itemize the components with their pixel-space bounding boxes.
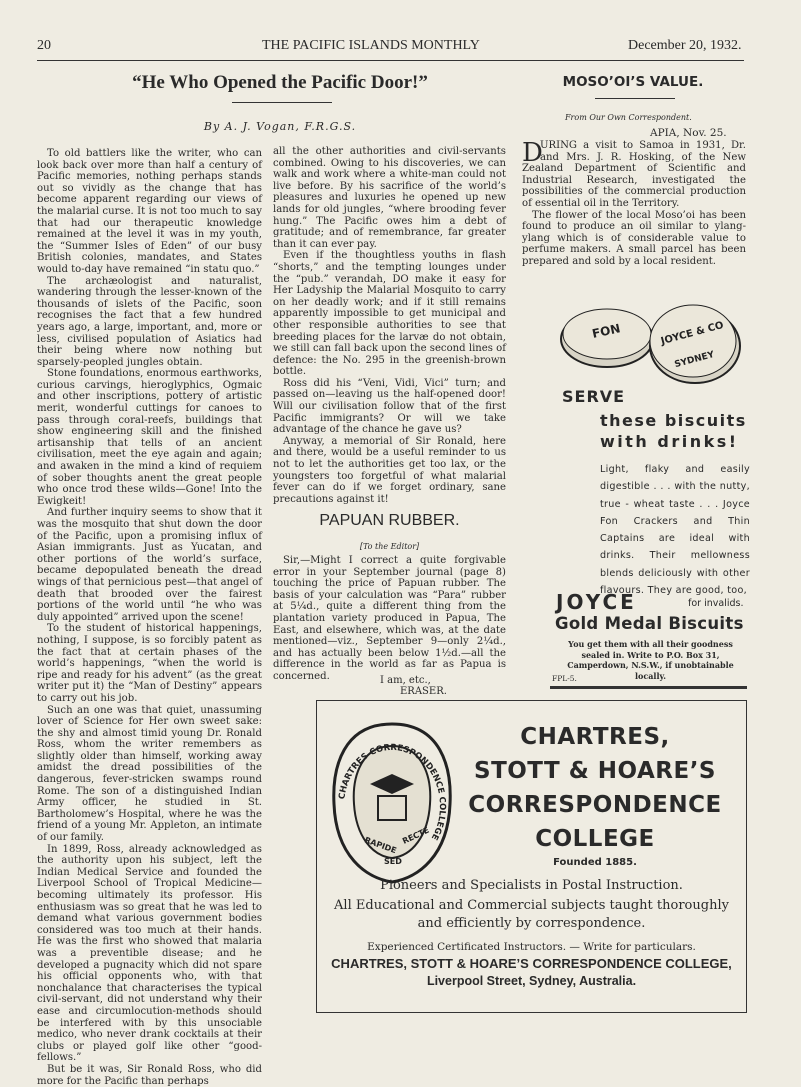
title-rule xyxy=(232,102,332,103)
college-name-line-3: CORRESPONDENCE xyxy=(468,792,722,818)
paragraph: To the student of historical happenings, nothing, I suppose, is so forcibly patent as the fact that at certain phases of the world’s happenings, “when the world is ripe and ready for his advent” (as the great writer put it) the “Man of Destiny” appears to carry out his job. xyxy=(37,623,262,704)
college-name xyxy=(440,720,750,856)
college-name-line-4: COLLEGE xyxy=(535,826,655,852)
header-rule xyxy=(37,60,744,61)
issue-date: December 20, 1932. xyxy=(628,38,742,53)
paragraph: The archæologist and naturalist, wandering through the lesser-known of the thousands of islets of the Pacific, soon recognises the fact that a few hundred years ago, a large, important, and, more or less, civilised population of Asiatics had their being where now nothing but sparsely-peopled jungles obtain. xyxy=(37,275,262,368)
ad-bottom-rule xyxy=(550,686,747,689)
college-line-3: and efficiently by correspondence. xyxy=(417,916,646,931)
paragraph: all the other authorities and civil-servants combined. Owing to his discoveries, we can walk and work where a white-man could not live before. By his sacrifice of the world’s pleasures and luxuries he opened up new lands for old jungles, “where brooding fever hung.” The Pacific owes him a debt of gratitude; and of remembrance, far greater than it can ever pay. xyxy=(273,146,506,250)
ad-line-1: these biscuits xyxy=(600,411,747,430)
college-line-1: Pioneers and Specialists in Postal Instruction. xyxy=(380,878,683,893)
ad-small-print: You get them with all their goodness sealed in. Write to P.O. Box 31, Camperdown, N.S.W., if unobtainable locally. xyxy=(567,639,734,681)
paragraph: In 1899, Ross, already acknowledged as the authority upon his subject, left the Indian Medical Service and founded the Liverpool School of Tropical Medicine—becoming ultimately its professor. His enthusiasm was so great that he was led to demand what various government bodies considered was too much at their hands. He was the first who showed that malaria was a preventible disease; and he developed a pugnacity which did not spare his official opponents who, with that nonchalance that characterises the typical civil-servant, did not understand why their ease and circumlocution-methods should be interfered with by this unsociable medico, who never drank cocktails at their clubs or played golf like other “good-fellows.” xyxy=(37,843,262,1064)
news-title: MOSO’OI’S VALUE. xyxy=(562,74,704,90)
paragraph: But be it was, Sir Ronald Ross, who did more for the Pacific than perhaps xyxy=(37,1063,262,1087)
ad-gold-medal: Gold Medal Biscuits xyxy=(555,614,744,633)
seal-ring-text: CHARTRES CORRESPONDENCE COLLEGE xyxy=(337,742,448,842)
college-name-line-1: CHARTRES, xyxy=(520,724,670,750)
college-line-4: Experienced Certificated Instructors. — Write for particulars. xyxy=(367,941,696,953)
news-dateline: APIA, Nov. 25. xyxy=(650,127,727,139)
letter-title: PAPUAN RUBBER. xyxy=(319,512,460,529)
paragraph: Even if the thoughtless youths in flash “shorts,” and the tempting lounges under the “pub.” verandah, DO make it easy for Her Ladyship the Malarial Mosquito to carry on her deadly work; and if it still remains apparently impossible to get municipal and other responsible authorities to see that breeding places for the larvæ do not obtain, we still can fall back upon the second lines of defence: the No. 295 in the greenish-brown bottle. xyxy=(273,250,506,378)
article-title: “He Who Opened the Pacific Door!” xyxy=(132,72,428,93)
byline: By A. J. Vogan, F.R.G.S. xyxy=(203,120,357,133)
news-dropcap: D xyxy=(522,138,543,168)
seal-motto-2: RECTE xyxy=(401,825,431,846)
college-name-line-2: STOTT & HOARE’S xyxy=(474,758,716,784)
seal-motto-3: SED xyxy=(384,857,402,866)
biscuit-1-label: FON xyxy=(590,321,622,341)
biscuit-2-sublabel: SYDNEY xyxy=(673,349,716,371)
letter-signature: ERASER. xyxy=(400,686,447,697)
seal-motto-1: RAPIDE xyxy=(363,835,398,856)
college-address: Liverpool Street, Sydney, Australia. xyxy=(426,974,637,988)
paragraph: And further inquiry seems to show that it was the mosquito that shut down the door of the Pacific, upon a promising influx of Asian immigrants. Just as Yucatan, and other portions of the world’s surface, became depopulated beneath the dread wings of that pernicious pest—that angel of death that brooded over the fairest portions of the world until “he who was duly appointed” arrived upon the scene! xyxy=(37,507,262,623)
magazine-title: THE PACIFIC ISLANDS MONTHLY xyxy=(262,38,480,53)
letter-to-editor: [To the Editor] xyxy=(359,542,420,551)
news-rule xyxy=(595,98,675,99)
biscuit-image-1 xyxy=(557,301,657,371)
news-paragraph-2: The flower of the local Moso’oi has been found to produce an oil similar to ylang-ylang which is of considerable value to perfume makers. A small parcel has been prepared and sold by a local resident. xyxy=(522,209,746,267)
paragraph: Such an one was that quiet, unassuming lover of Science for Her own sweet sake: the shy and almost timid young Dr. Ronald Ross, whom the writer remembers as slightly older than himself, working away amidst the dread possibilities of the dangerous, fever-stricken swamps round Rome. The son of a distinguished Indian Army officer, he studied in St. Bartholomew’s Hospital, where he was the friend of a young Mr. Appleton, an intimate of our family. xyxy=(37,704,262,844)
paragraph: To old battlers like the writer, who can look back over more than half a century of Pacific memories, nothing perhaps stands out so vividly as the change that has become apparent regarding our views of the malarial curse. It is not too much to say that had our therapeutic knowledge remained at the level it was in my youth, the “Summer Isles of Eden” of our busy British colonies, mandates, and States would to-day have remained “in statu quo.” xyxy=(37,148,262,275)
news-correspondent: From Our Own Correspondent. xyxy=(565,113,692,122)
paragraph: Ross did his “Veni, Vidi, Vici” turn; and passed on—leaving us the half-opened door! Will our civilisation follow that of the first Pacific immigrants? Or will we take advantage of the chance he gave us? xyxy=(273,377,506,436)
college-founded: Founded 1885. xyxy=(553,857,637,868)
paragraph: Sir,—Might I correct a quite forgivable error in your September journal (page 8) touching the price of Papuan rubber. The basis of your calculation was “Para” rubber at 5¼d., quite a different thing from the plantation variety produced in Papua, The East, and elsewhere, which was, at the date mentioned—viz., September 9—only 2¼d., and has actually been below 1½d.—all the difference in the world as far as Papua is concerned. xyxy=(273,555,506,682)
news-body xyxy=(522,140,746,270)
ad-code: FPL-5. xyxy=(552,674,577,683)
ad-line-2: with drinks! xyxy=(600,432,739,451)
biscuit-image-2 xyxy=(643,296,743,388)
article-column-1 xyxy=(37,148,262,1087)
ad-brand: JOYCE xyxy=(556,590,637,614)
article-column-2 xyxy=(273,146,506,504)
ad-for-invalids: for invalids. xyxy=(688,598,744,609)
ad-serve: SERVE xyxy=(562,387,626,406)
letter-closing: I am, etc., xyxy=(380,675,431,686)
college-line-2: All Educational and Commercial subjects taught thoroughly xyxy=(334,898,729,913)
paragraph: Anyway, a memorial of Sir Ronald, here and there, would be a useful reminder to us not to let the authorities get too lax, or the youngsters too forgetful of what malarial fever can do if we forget ordinary, sane precautions against it! xyxy=(273,435,506,505)
page-number: 20 xyxy=(37,38,51,53)
college-address-name: CHARTRES, STOTT & HOARE’S CORRESPONDENCE COLLEGE, xyxy=(331,956,732,971)
news-paragraph-1: URING a visit to Samoa in 1931, Dr. and Mrs. J. R. Hosking, of the New Zealand Department of Scientific and Industrial Research, investigated the possibilities of the commercial production of essential oil in the Territory. xyxy=(522,140,746,209)
paragraph: Stone foundations, enormous earthworks, curious carvings, hieroglyphics, Ogmaic and other inscriptions, pottery of artistic merit, wonderful cuttings for canoes to pass through coral-reefs, buildings that show engineering skill and the finished artisanship that tells of an ancient civilisation, meet the eye again and again; and awaken in the mind a kind of requiem of sober thoughts anent the great people who once trod these wilds—Gone! Into the Ewigkeit! xyxy=(37,368,262,507)
biscuit-2-label: JOYCE & CO xyxy=(659,319,725,348)
ad-body: Light, flaky and easily digestible . . . with the nutty, true - wheat taste . . . Joyce Fon Crackers and Thin Captains are ideal with drinks. Their mellowness blends deliciously with other flavours. They are good, too, xyxy=(600,464,750,597)
letter-body xyxy=(273,555,506,685)
